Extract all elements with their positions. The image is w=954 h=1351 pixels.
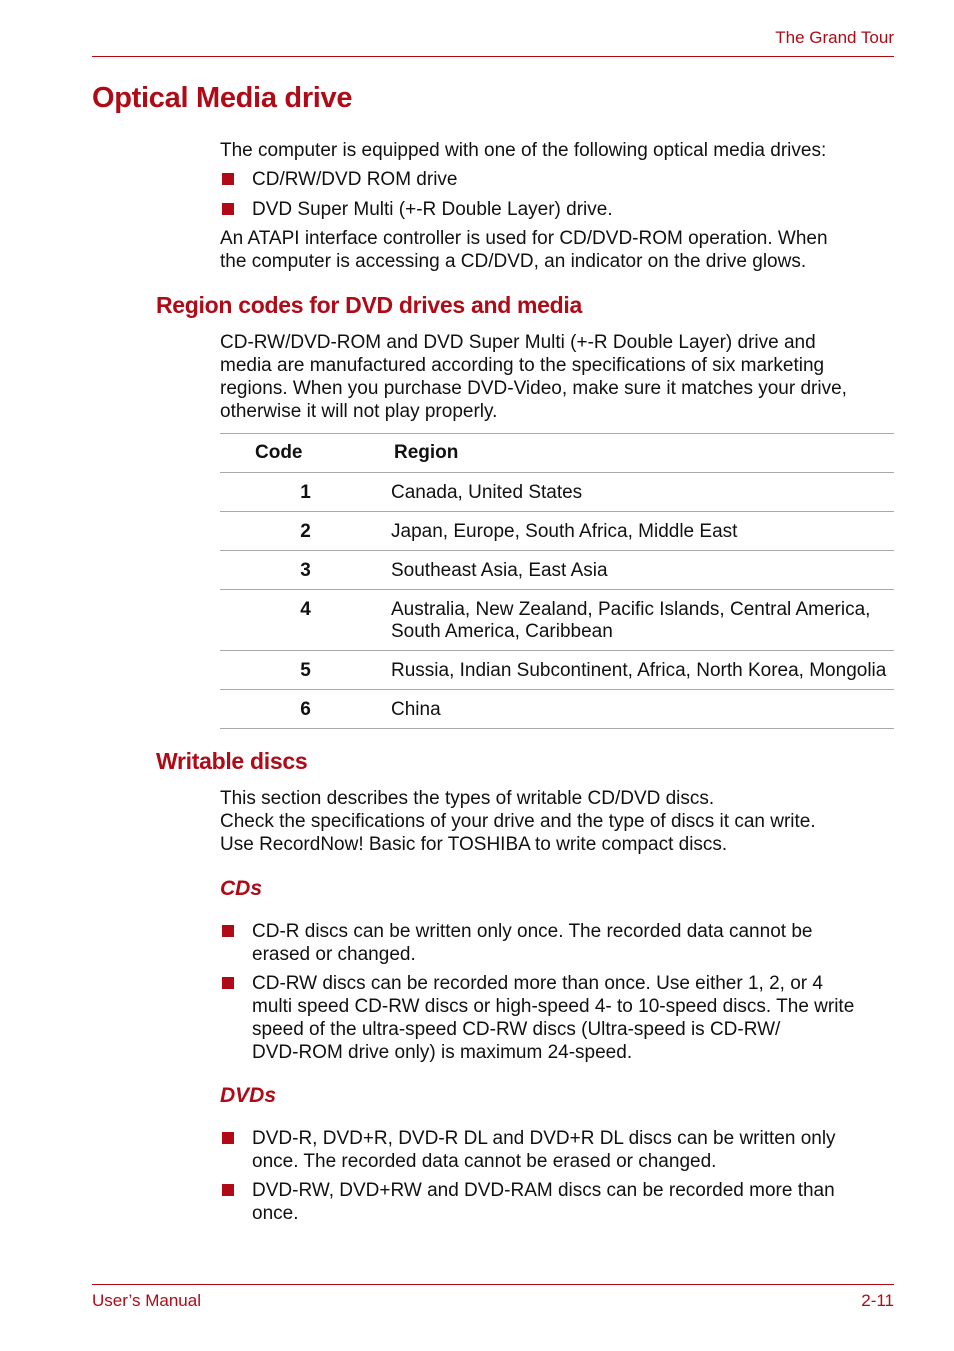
table-row [220,651,894,690]
table-header-row [220,434,894,473]
column-header-code: Code [220,434,391,473]
writable-paragraph [220,787,900,856]
text-line: the computer is accessing a CD/DVD, an indicator on the drive glows. [220,251,807,272]
text-line: CD-RW/DVD-ROM and DVD Super Multi (+-R Double Layer) drive and [220,332,816,353]
text-line: DVD-ROM drive only) is maximum 24-speed. [252,1042,633,1063]
table-row [220,590,894,651]
region-name-cell: Japan, Europe, South Africa, Middle East [391,512,894,551]
bullet-icon [222,1132,234,1144]
list-item [220,920,900,966]
list-item-text [252,1179,900,1225]
intro-paragraph: The computer is equipped with one of the following optical media drives: [220,140,827,161]
table-row [220,690,894,729]
text-line: CD-R discs can be written only once. The recorded data cannot be [252,921,813,942]
region-name-cell: China [391,690,894,729]
region-code-cell: 5 [220,651,391,690]
text-line: speed of the ultra-speed CD-RW discs (Ultra-speed is CD-RW/ [252,1019,781,1040]
list-item-text [252,1127,900,1173]
list-item [220,168,900,191]
text-line: multi speed CD-RW discs or high-speed 4- to 10-speed discs. The write [252,996,855,1017]
list-item-text: CD/RW/DVD ROM drive [252,169,458,190]
text-line: This section describes the types of writable CD/DVD discs. [220,788,715,809]
region-code-cell: 6 [220,690,391,729]
footer-manual-title: User’s Manual [92,1291,201,1310]
page-number: 2-11 [861,1291,894,1310]
table-row [220,473,894,512]
table-row [220,551,894,590]
atapi-paragraph [220,227,900,273]
list-item-text [252,920,900,966]
footer-rule [92,1284,894,1285]
region-name-cell: Canada, United States [391,473,894,512]
region-paragraph [220,331,900,423]
text-line: An ATAPI interface controller is used for CD/DVD-ROM operation. When [220,228,828,249]
text-line: media are manufactured according to the specifications of six marketing [220,355,825,376]
column-header-region: Region [391,434,894,473]
text-line: otherwise it will not play properly. [220,401,498,422]
bullet-icon [222,977,234,989]
section-heading-region-codes: Region codes for DVD drives and media [156,292,583,318]
list-item [220,198,900,221]
list-item-text [252,972,900,1064]
text-line: once. [252,1203,299,1224]
text-line: regions. When you purchase DVD-Video, make sure it matches your drive, [220,378,847,399]
page-title: Optical Media drive [92,82,353,114]
text-line: erased or changed. [252,944,416,965]
list-item [220,972,900,1064]
region-name-cell: Southeast Asia, East Asia [391,551,894,590]
section-heading-writable-discs: Writable discs [156,748,308,774]
region-code-cell: 3 [220,551,391,590]
region-name-cell: Russia, Indian Subcontinent, Africa, North Korea, Mongolia [391,651,894,690]
bullet-icon [222,173,234,185]
region-code-cell: 2 [220,512,391,551]
text-line: once. The recorded data cannot be erased or changed. [252,1151,717,1172]
table-row [220,512,894,551]
region-codes-table [220,433,894,729]
region-code-cell: 4 [220,590,391,651]
region-code-cell: 1 [220,473,391,512]
header-rule [92,56,894,57]
subheading-cds: CDs [220,877,263,900]
text-line: Use RecordNow! Basic for TOSHIBA to write compact discs. [220,834,728,855]
text-line: Australia, New Zealand, Pacific Islands, Central America, [391,599,871,620]
text-line: Check the specifications of your drive and the type of discs it can write. [220,811,816,832]
list-item-text: DVD Super Multi (+-R Double Layer) drive. [252,199,613,220]
bullet-icon [222,203,234,215]
text-line: DVD-RW, DVD+RW and DVD-RAM discs can be recorded more than [252,1180,835,1201]
subheading-dvds: DVDs [220,1084,277,1107]
bullet-icon [222,925,234,937]
running-header: The Grand Tour [775,28,894,47]
text-line: DVD-R, DVD+R, DVD-R DL and DVD+R DL discs can be written only [252,1128,836,1149]
list-item [220,1179,900,1225]
text-line: CD-RW discs can be recorded more than once. Use either 1, 2, or 4 [252,973,823,994]
list-item [220,1127,900,1173]
text-line: South America, Caribbean [391,621,613,642]
bullet-icon [222,1184,234,1196]
region-name-cell [391,590,894,651]
